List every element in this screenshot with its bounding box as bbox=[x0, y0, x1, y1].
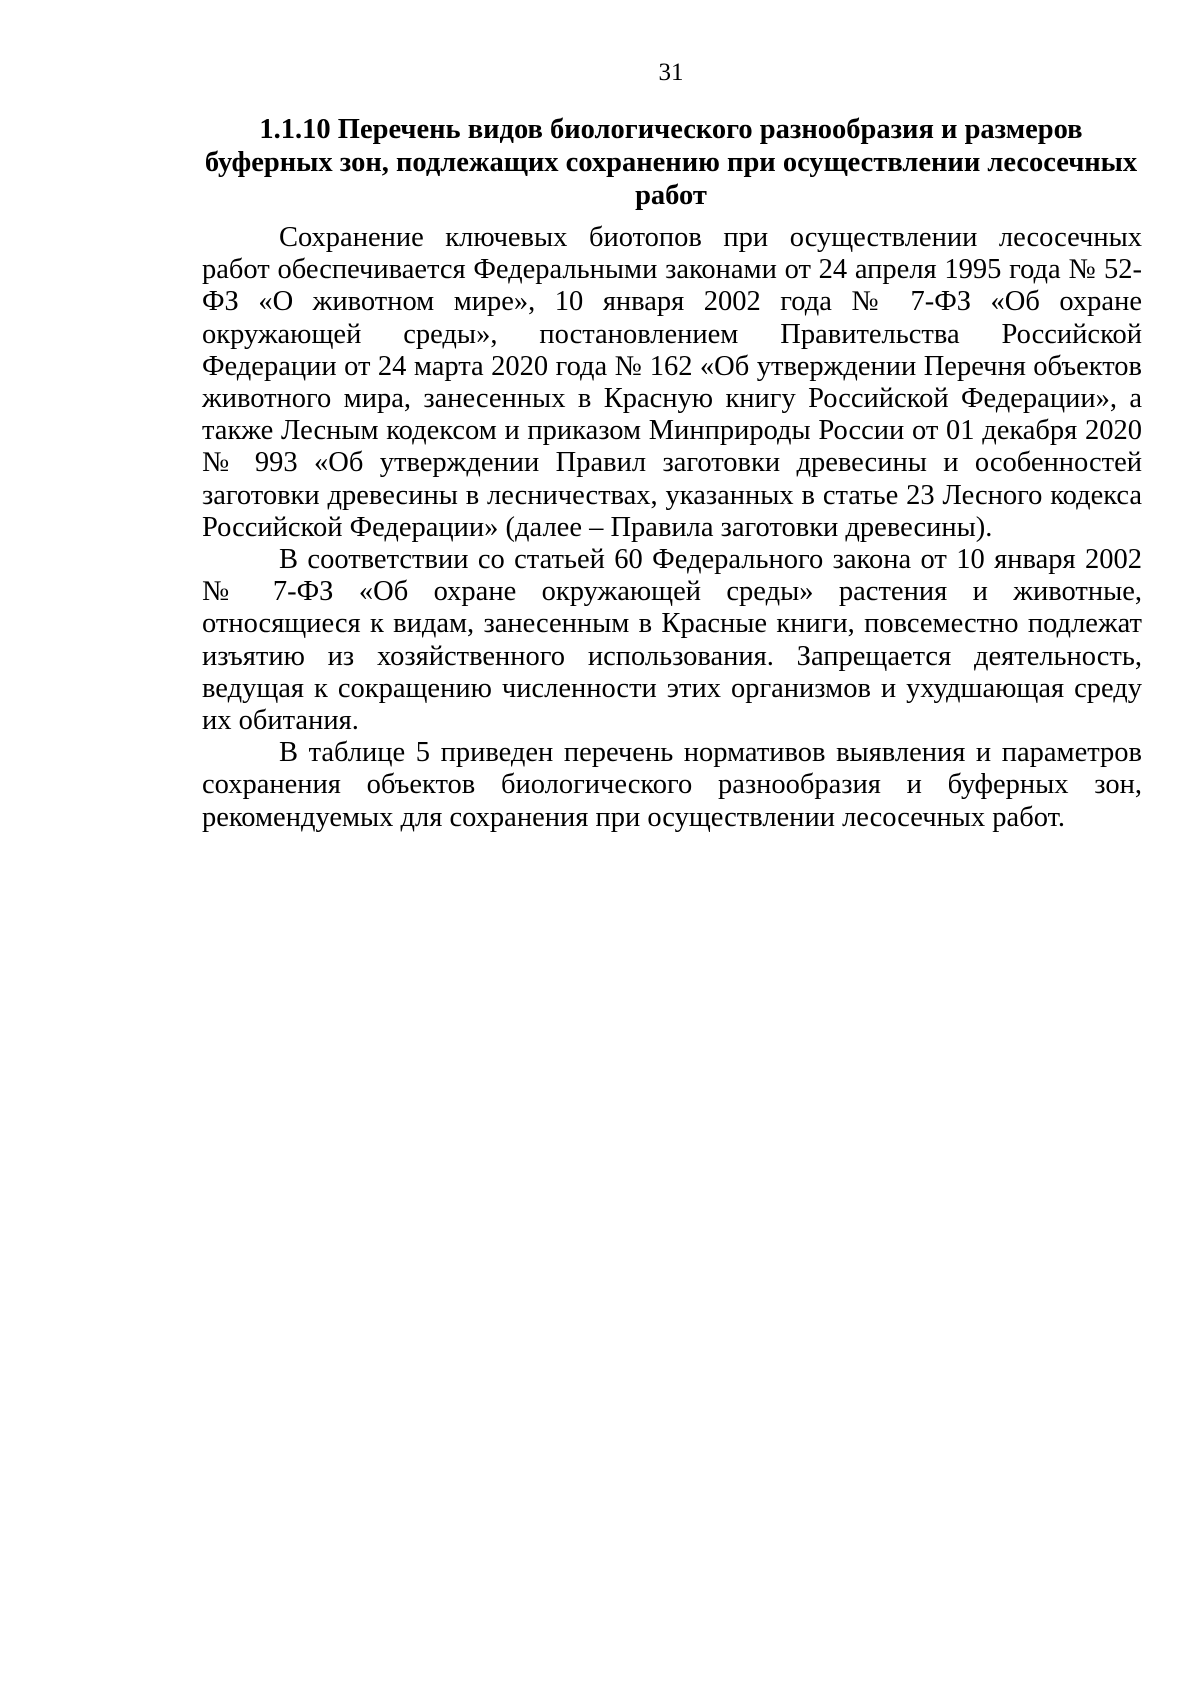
paragraph-table-reference: В таблице 5 приведен перечень нормативов выявления и параметров сохранения объектов биологического разнообразия и буферных зон, рекомендуемых для сохранения при осуществлении лесосечных работ. bbox=[202, 737, 1142, 833]
body-text bbox=[202, 222, 1142, 834]
page-number: 31 bbox=[658, 59, 684, 86]
paragraph-biotopes: Сохранение ключевых биотопов при осуществлении лесосечных работ обеспечивается Федеральными законами от 24 апреля 1995 года № 52-ФЗ «О животном мире», 10 января 2002 года № 7-ФЗ «Об охране окружающей среды», постановлением Правительства Российской Федерации от 24 марта 2020 года № 162 «Об утверждении Перечня объектов животного мира, занесенных в Красную книгу Российской Федерации», а также Лесным кодексом и приказом Минприроды России от 01 декабря 2020 № 993 «Об утверждении Правил заготовки древесины и особенностей заготовки древесины в лесничествах, указанных в статье 23 Лесного кодекса Российской Федерации» (далее – Правила заготовки древесины). bbox=[202, 222, 1142, 543]
section-heading: 1.1.10 Перечень видов биологического разнообразия и размеров буферных зон, подлежащих сохранению при осуществлении лесосечных работ bbox=[204, 114, 1138, 211]
paragraph-red-book: В соответствии со статьей 60 Федерального закона от 10 января 2002 № 7-ФЗ «Об охране окружающей среды» растения и животные, относящиеся к видам, занесенным в Красные книги, повсеместно подлежат изъятию из хозяйственного использования. Запрещается деятельность, ведущая к сокращению численности этих организмов и ухудшающая среду их обитания. bbox=[202, 544, 1142, 737]
